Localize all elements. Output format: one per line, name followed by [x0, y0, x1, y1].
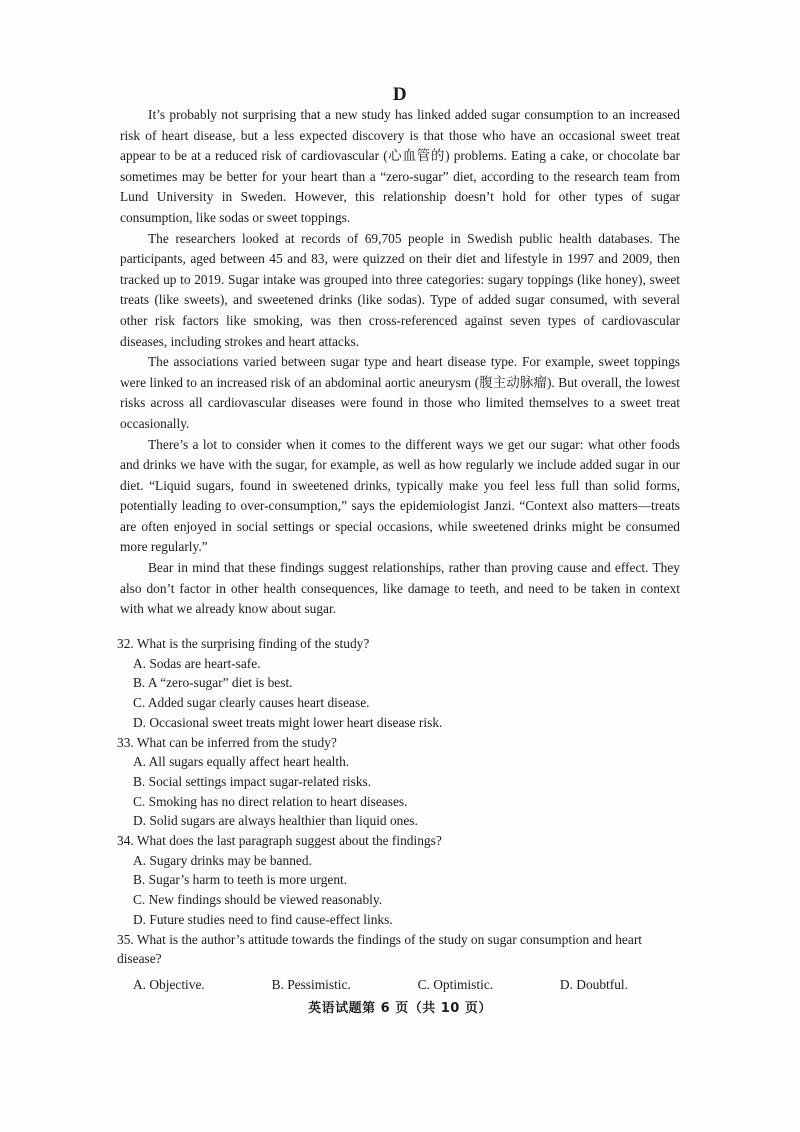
option-c: C. Added sugar clearly causes heart disease. — [133, 695, 370, 711]
option-list — [117, 752, 682, 831]
reading-passage — [120, 105, 680, 620]
option-b: B. Social settings impact sugar-related risks. — [133, 773, 372, 789]
option-a: A. Sodas are heart-safe. — [133, 655, 261, 671]
question-stem: 33. What can be inferred from the study? — [117, 734, 337, 750]
option-a: A. Objective. — [133, 976, 205, 992]
question-stem: 32. What is the surprising finding of the study? — [117, 636, 370, 651]
option-b: B. Pessimistic. — [271, 976, 351, 992]
option-a: A. Sugary drinks may be banned. — [133, 852, 312, 868]
option-c: C. Smoking has no direct relation to heart diseases. — [133, 793, 408, 809]
question-32 — [117, 634, 682, 733]
passage-paragraph: There’s a lot to consider when it comes to the different ways we get our sugar: what other foods and drinks we have with the sugar, for example, as well as how regularly we include added sugar in our diet. “Liquid sugars, found in sweetened drinks, typically make you feel less full than solid forms, potentially leading to over-consumption,” says the epidemiologist Janzi. “Context also matters—treats are often enjoyed in social settings or special occasions, while sweetened drinks might be consumed more regularly.” — [120, 436, 680, 555]
option-c: C. New findings should be viewed reasonably. — [133, 892, 383, 908]
passage-paragraph: The researchers looked at records of 69,705 people in Swedish public health databases. The participants, aged between 45 and 83, were quizzed on their diet and lifestyle in 1997 and 2009, then tracked up to 2019. Sugar intake was grouped into three categories: sugary toppings (like honey), sweet treats (like sweets), and sweetened drinks (like sodas). Type of added sugar consumed, with several other risk factors like smoking, was then cross-referenced against seven types of cardiovascular diseases, including strokes and heart attacks. — [120, 230, 680, 349]
option-list — [117, 975, 682, 995]
option-d: D. Occasional sweet treats might lower heart disease risk. — [133, 714, 443, 730]
question-list — [117, 634, 682, 995]
option-list — [117, 654, 682, 733]
page-footer: 英语试题第 6 页（共 10 页） — [308, 1001, 492, 1016]
passage-paragraph: It’s probably not surprising that a new study has linked added sugar consumption to an increased risk of heart disease, but a less expected discovery is that those who have an occasional sweet treat appear to be at a reduced risk of cardiovascular (心血管的) problems. Eating a cake, or chocolate bar sometimes may be better for your heart than a “zero-sugar” diet, according to the research team from Lund University in Sweden. However, this relationship doesn’t hold for other types of sugar consumption, like sodas or sweet toppings. — [120, 107, 680, 225]
question-35 — [117, 930, 682, 995]
option-list — [117, 851, 682, 930]
option-d: D. Doubtful. — [559, 976, 628, 992]
section-heading: D — [392, 84, 408, 105]
question-stem: 34. What does the last paragraph suggest about the findings? — [117, 833, 442, 849]
question-34 — [117, 831, 682, 930]
option-c: C. Optimistic. — [417, 976, 494, 992]
question-33 — [117, 733, 682, 832]
question-stem: 35. What is the author’s attitude towards the findings of the study on sugar consumption and heart disease? — [117, 931, 642, 967]
passage-paragraph: The associations varied between sugar type and heart disease type. For example, sweet toppings were linked to an increased risk of an abdominal aortic aneurysm (腹主动脉瘤). But overall, the lowest risks across all cardiovascular diseases were found in those who limited themselves to a sweet treat occasionally. — [120, 354, 680, 431]
option-b: B. Sugar’s harm to teeth is more urgent. — [133, 872, 348, 888]
option-d: D. Solid sugars are always healthier than liquid ones. — [133, 813, 418, 829]
option-a: A. All sugars equally affect heart health. — [133, 754, 350, 770]
passage-paragraph: Bear in mind that these findings suggest relationships, rather than proving cause and effect. They also don’t factor in other health consequences, like damage to teeth, and need to be taken in context with what we already know about sugar. — [120, 560, 680, 617]
option-b: B. A “zero-sugar” diet is best. — [133, 675, 293, 691]
option-d: D. Future studies need to find cause-effect links. — [133, 911, 393, 927]
